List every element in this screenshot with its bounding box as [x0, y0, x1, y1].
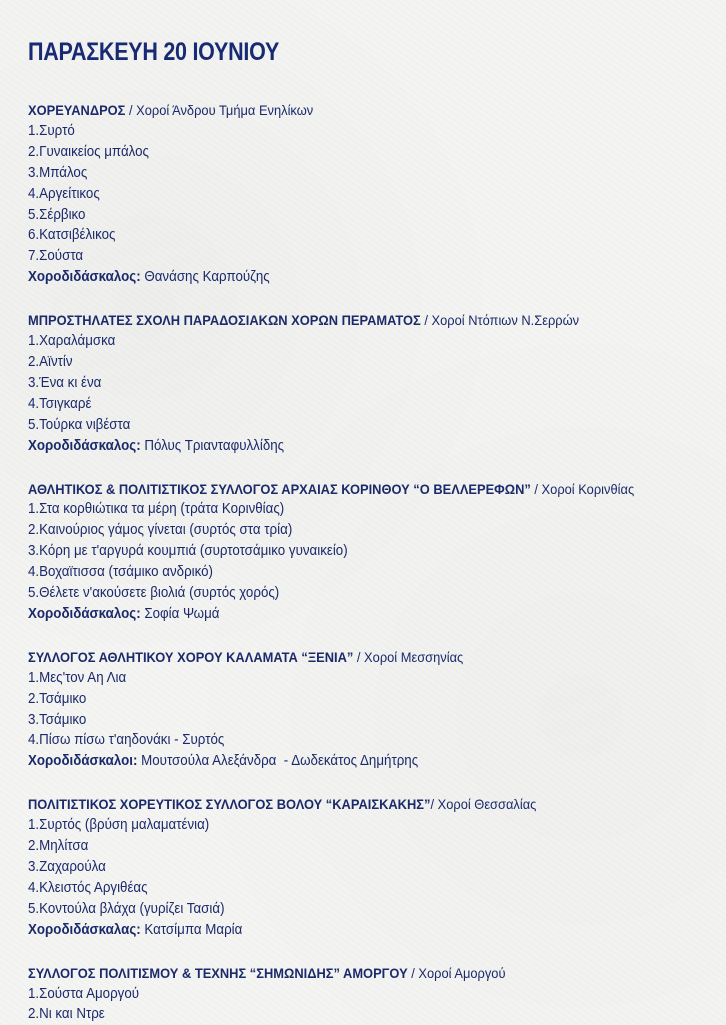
group-name: ΣΥΛΛΟΓΟΣ ΑΘΛΗΤΙΚΟΥ ΧΟΡΟΥ ΚΑΛΑΜΑΤΑ “ΞΕΝΙΑ” [28, 648, 354, 665]
instructor-line [28, 604, 644, 625]
instructor-name: Θανάσης Καρπούζης [140, 269, 270, 286]
dance-item: 2.Αϊντίν [28, 353, 73, 370]
group-header [28, 479, 644, 500]
header-separator: / [430, 796, 438, 813]
group-name: ΜΠΡΟΣΤΗΛΑΤΕΣ ΣΧΟΛΗ ΠΑΡΑΔΟΣΙΑΚΩΝ ΧΟΡΩΝ ΠΕΡΑΜΑΤΟΣ [28, 312, 421, 329]
group-name: ΠΟΛΙΤΙΣΤΙΚΟΣ ΧΟΡΕΥΤΙΚΟΣ ΣΥΛΛΟΓΟΣ ΒΟΛΟΥ “ΚΑΡΑΙΣΚΑΚΗΣ” [28, 796, 431, 813]
group-header [28, 647, 644, 668]
dance-group-section [28, 963, 698, 1025]
instructor-line [28, 920, 644, 941]
dance-group-section [28, 310, 698, 456]
dance-group-section [28, 794, 698, 940]
dance-list [28, 331, 698, 436]
dance-item: 3.Τσάμικο [28, 711, 87, 728]
group-name: ΣΥΛΛΟΓΟΣ ΠΟΛΙΤΙΣΜΟΥ & ΤΕΧΝΗΣ “ΣΗΜΩΝΙΔΗΣ” ΑΜΟΡΓΟΥ [28, 964, 408, 981]
group-header [28, 794, 644, 815]
dance-item: 4.Πίσω πίσω τ'αηδονάκι - Συρτός [28, 732, 225, 749]
dance-item: 6.Κατσιβέλικος [28, 227, 116, 244]
group-header [28, 100, 644, 121]
dance-group-section [28, 100, 698, 288]
instructor-line [28, 436, 644, 457]
dance-item: 5.Σέρβικο [28, 206, 86, 223]
dance-item: 1.Χαραλάμσκα [28, 333, 116, 350]
dance-item: 4.Βοχαϊτισσα (τσάμικο ανδρικό) [28, 564, 214, 581]
instructor-name: Σοφία Ψωμά [140, 605, 220, 622]
group-name: ΑΘΛΗΤΙΚΟΣ & ΠΟΛΙΤΙΣΤΙΚΟΣ ΣΥΛΛΟΓΟΣ ΑΡΧΑΙΑΣ ΚΟΡΙΝΘΟΥ “Ο ΒΕΛΛΕΡΕΦΩΝ” [28, 480, 531, 497]
instructor-name: Πόλυς Τριανταφυλλίδης [140, 437, 285, 454]
dance-list [28, 668, 698, 752]
dance-item: 4.Κλειστός Αργιθέας [28, 879, 148, 896]
dance-list [28, 121, 698, 267]
dance-group-section [28, 479, 698, 625]
instructor-line [28, 751, 644, 772]
header-separator: / [125, 102, 137, 118]
instructor-label: Χοροδιδάσκαλοι: [28, 753, 138, 770]
instructor-label: Χοροδιδάσκαλος: [28, 437, 141, 454]
instructor-label: Χοροδιδάσκαλος: [28, 269, 141, 286]
dance-item: 7.Σούστα [28, 248, 84, 265]
dance-item: 1.Συρτό [28, 122, 75, 139]
dance-list [28, 984, 698, 1025]
group-header [28, 963, 644, 984]
dances-region: Χοροί Αμοργού [418, 964, 506, 981]
dances-region: Χοροί Άνδρου Τμήμα Ενηλίκων [136, 102, 314, 118]
dance-item: 1.Σούστα Αμοργού [28, 985, 140, 1002]
dance-item: 3.Ένα κι ένα [28, 374, 102, 391]
dance-item: 3.Ζαχαρούλα [28, 859, 106, 875]
instructor-name: Μουτσούλα Αλεξάνδρα - Δωδεκάτος Δημήτρης [137, 753, 419, 770]
dance-item: 2.Γυναικείος μπάλος [28, 143, 149, 160]
sections-list [28, 100, 698, 1025]
group-header [28, 310, 644, 331]
instructor-label: Χοροδιδάσκαλος: [28, 605, 141, 622]
dance-item: 1.Στα κορθιώτικα τα μέρη (τράτα Κορινθίας) [28, 501, 285, 518]
dances-region: Χοροί Ντόπιων Ν.Σερρών [431, 312, 580, 329]
instructor-label: Χοροδιδάσκαλας: [28, 921, 141, 938]
header-separator: / [420, 312, 432, 329]
dance-item: 5.Κοντούλα βλάχα (γυρίζει Τασιά) [28, 900, 225, 917]
dance-item: 4.Τσιγκαρέ [28, 395, 92, 412]
instructor-name: Κατσίμπα Μαρία [140, 921, 243, 938]
dance-item: 2.Μηλίτσα [28, 838, 89, 855]
dance-item: 2.Νι και Ντρε [28, 1006, 105, 1023]
dance-item: 5.Τούρκα νιβέστα [28, 416, 131, 433]
dance-list [28, 815, 698, 920]
dances-region: Χοροί Κορινθίας [541, 480, 635, 497]
dance-item: 1.Μες'τον Αη Λια [28, 669, 127, 686]
header-separator: / [407, 964, 419, 981]
dance-group-section [28, 647, 698, 772]
header-separator: / [353, 648, 365, 665]
dance-item: 3.Μπάλος [28, 164, 88, 181]
dance-item: 5.Θέλετε ν'ακούσετε βιολιά (συρτός χορός) [28, 585, 280, 602]
dance-item: 1.Συρτός (βρύση μαλαματένια) [28, 817, 210, 834]
dance-item: 3.Κόρη με τ'αργυρά κουμπιά (συρτοτσάμικο γυναικείο) [28, 543, 348, 560]
dances-region: Χοροί Θεσσαλίας [437, 796, 537, 813]
page-title: ΠΑΡΑΣΚΕΥΗ 20 ΙΟΥΝΙΟΥ [28, 38, 280, 66]
instructor-line [28, 267, 644, 288]
dance-item: 4.Αργείτικος [28, 185, 100, 202]
group-name: ΧΟΡΕΥΑΝΔΡΟΣ [28, 102, 126, 118]
dance-list [28, 499, 698, 604]
dances-region: Χοροί Μεσσηνίας [364, 648, 464, 665]
header-separator: / [530, 480, 542, 497]
dance-item: 2.Τσάμικο [28, 690, 87, 707]
dance-item: 2.Καινούριος γάμος γίνεται (συρτός στα τρία) [28, 522, 293, 539]
